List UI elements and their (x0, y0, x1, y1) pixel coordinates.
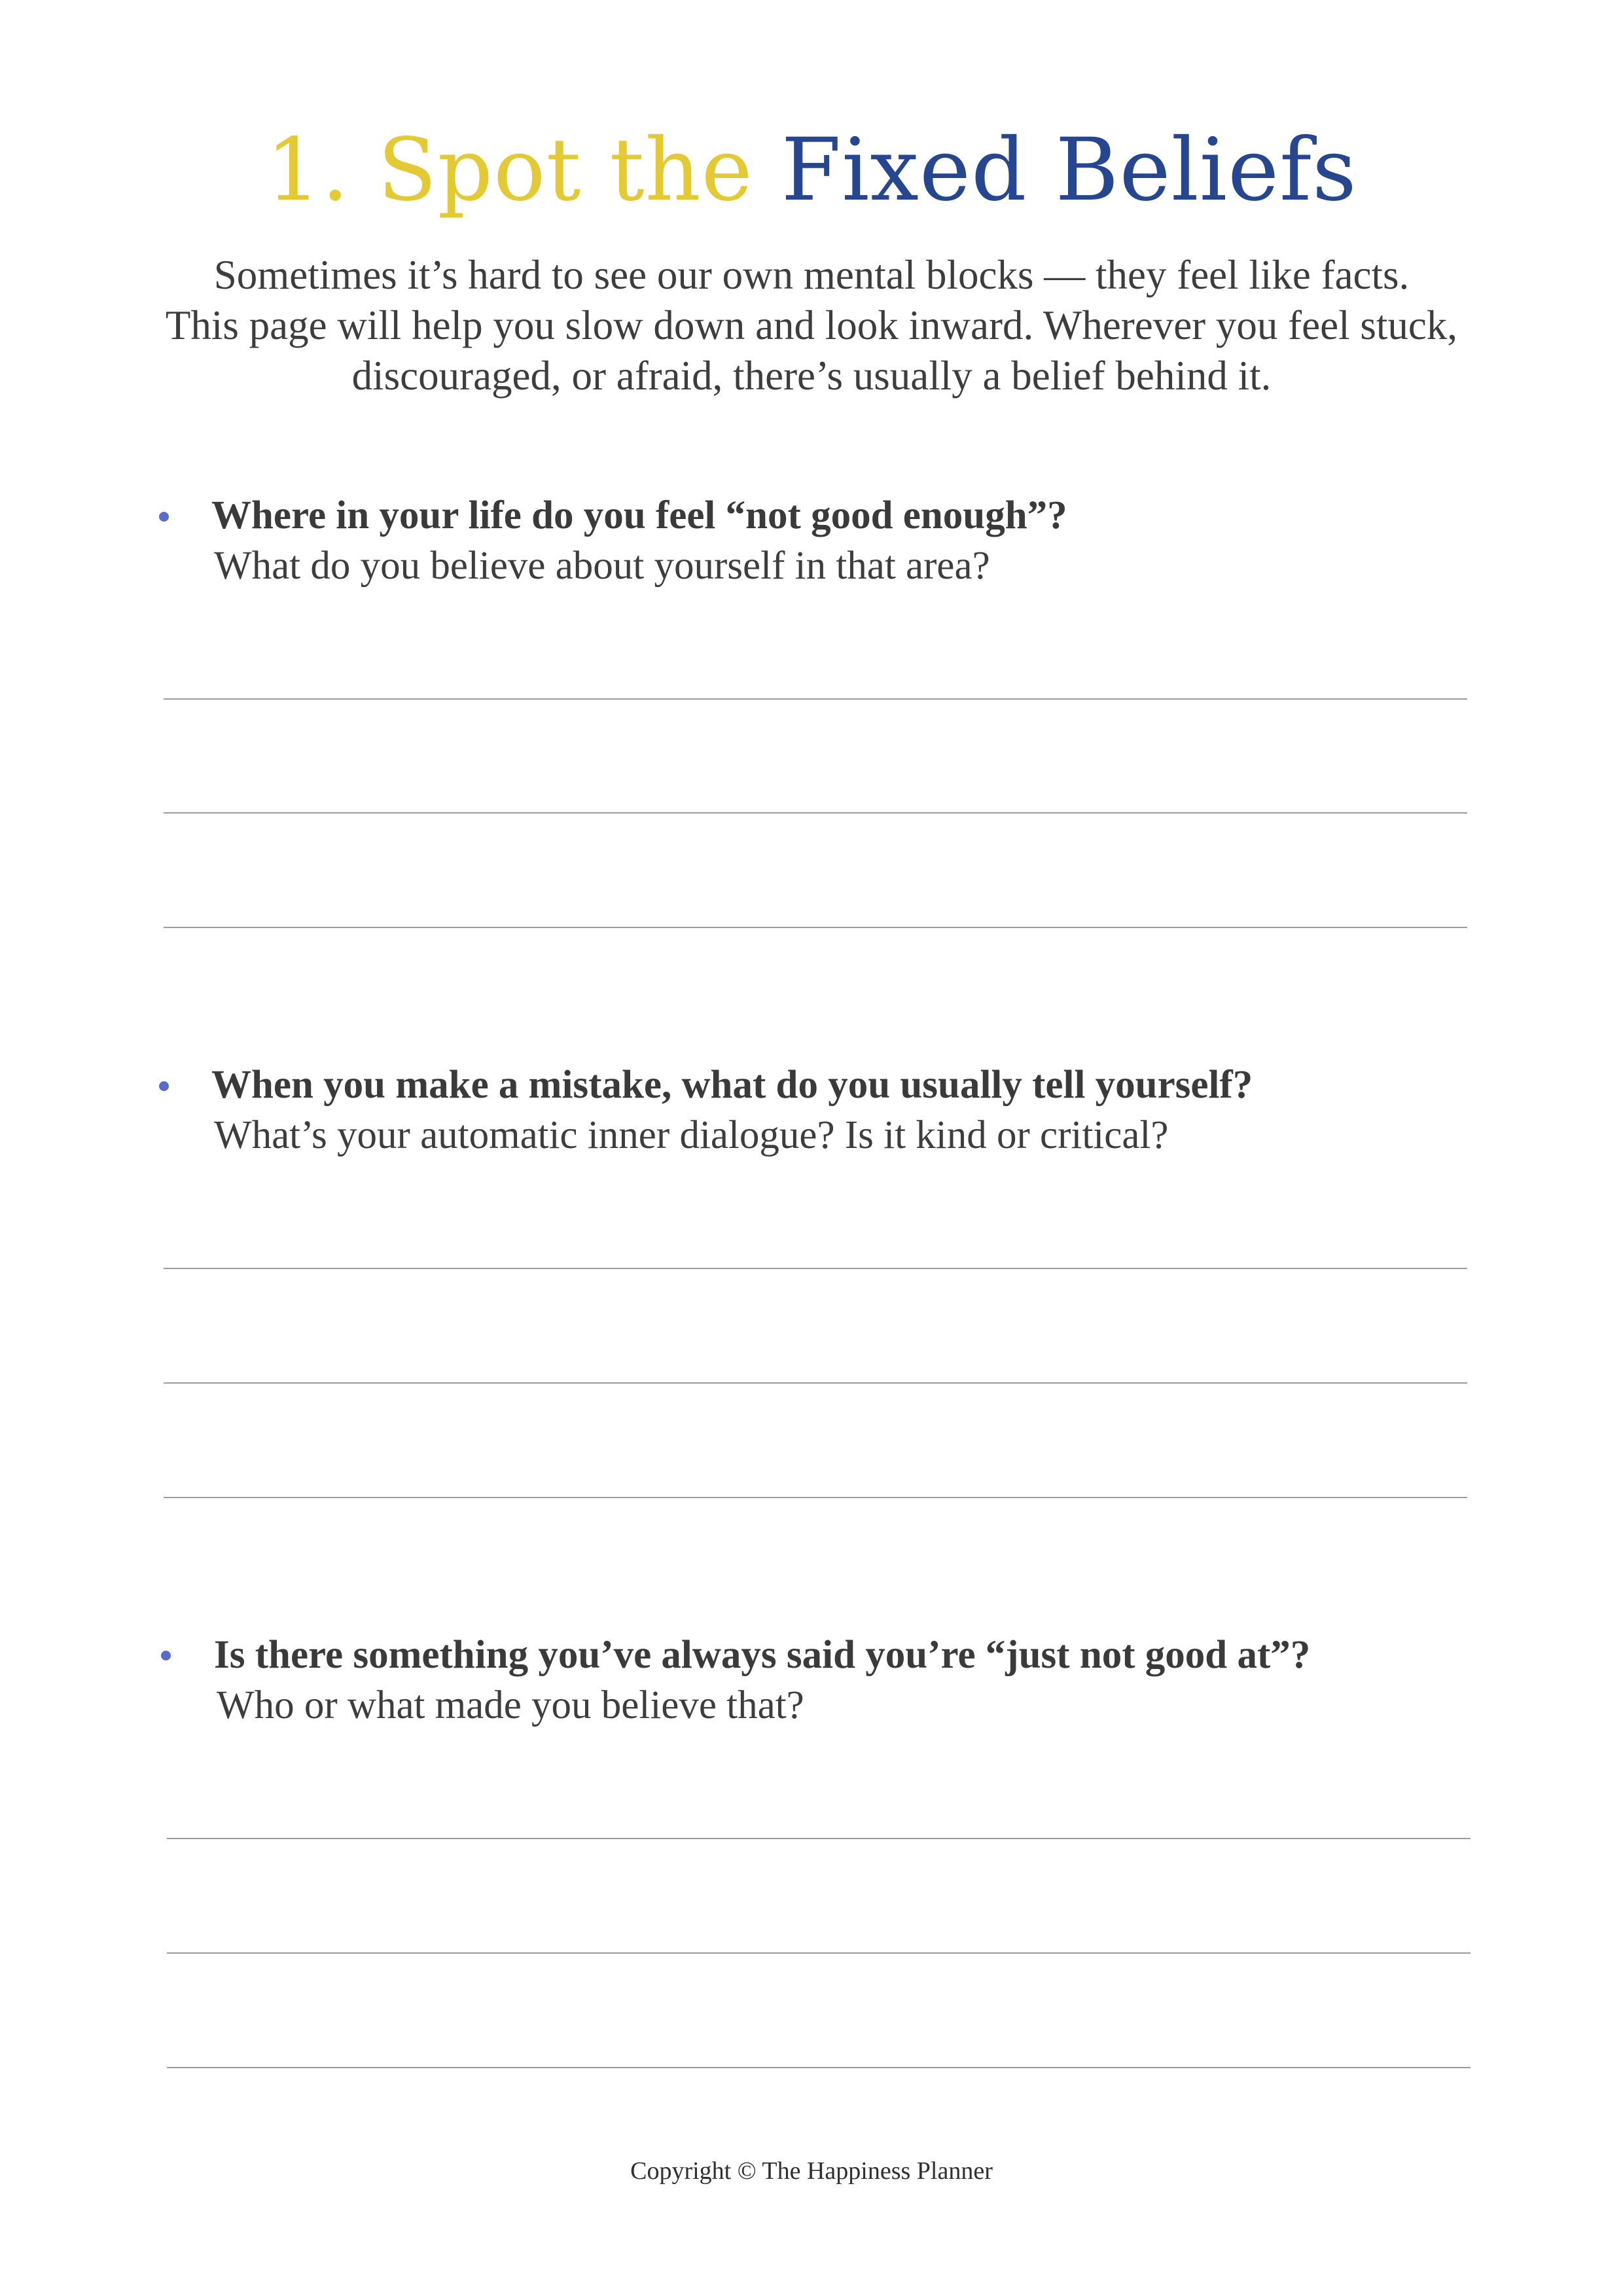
writing-line[interactable] (164, 698, 1467, 700)
question-prompt: Is there something you’ve always said you’re “just not good at”? (214, 1633, 1311, 1677)
writing-line[interactable] (167, 2067, 1471, 2068)
writing-line[interactable] (164, 1497, 1467, 1498)
writing-line[interactable] (164, 1382, 1467, 1384)
question-subprompt: What’s your automatic inner dialogue? Is it kind or critical? (214, 1113, 1169, 1157)
bullet-icon (159, 1081, 169, 1091)
copyright-footer: Copyright © The Happiness Planner (630, 2157, 993, 2185)
question-subprompt: What do you believe about yourself in that area? (214, 544, 990, 588)
question-prompt: When you make a mistake, what do you usually tell yourself? (211, 1063, 1253, 1107)
intro-line: Sometimes it’s hard to see our own mental blocks — they feel like facts. (213, 252, 1410, 298)
writing-line[interactable] (164, 927, 1467, 928)
intro-line: This page will help you slow down and look inward. Wherever you feel stuck, (165, 302, 1458, 348)
writing-line[interactable] (164, 812, 1467, 814)
writing-line[interactable] (164, 1268, 1467, 1269)
bullet-icon (159, 512, 169, 522)
writing-line[interactable] (167, 1838, 1471, 1839)
page-title (0, 118, 1623, 223)
writing-line[interactable] (167, 1952, 1471, 1954)
title-number-part: 1. Spot the (266, 120, 753, 221)
bullet-icon (161, 1651, 171, 1660)
intro-paragraph (0, 250, 1623, 401)
intro-line: discouraged, or afraid, there’s usually a belief behind it. (351, 353, 1272, 399)
title-emphasis-part: Fixed Beliefs (781, 120, 1357, 221)
question-subprompt: Who or what made you believe that? (217, 1683, 804, 1727)
question-prompt: Where in your life do you feel “not good enough”? (211, 493, 1067, 537)
